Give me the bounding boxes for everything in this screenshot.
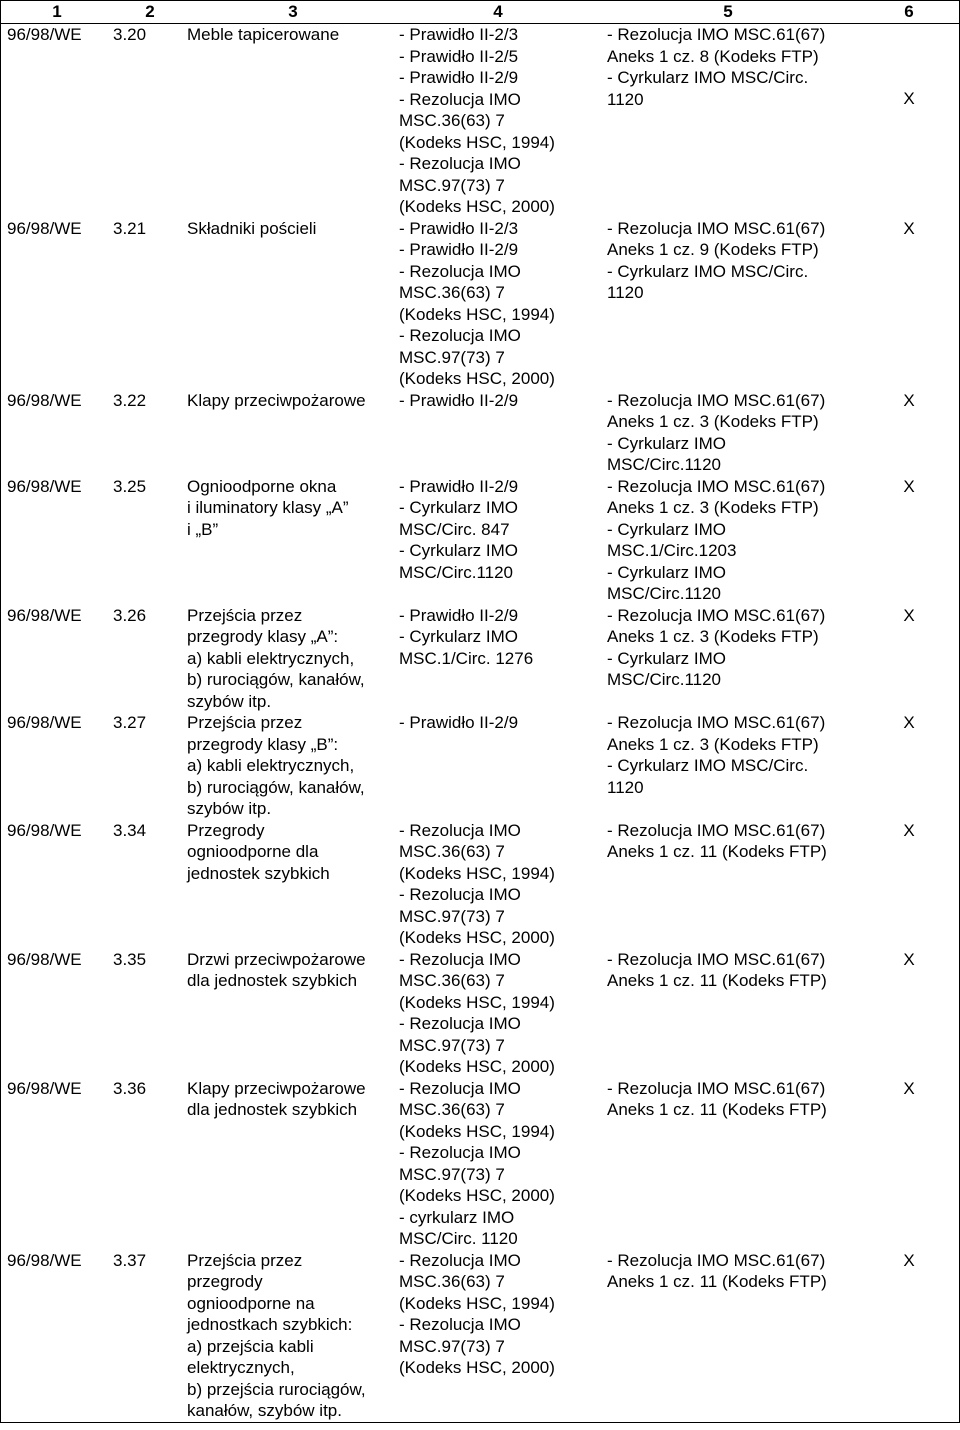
cell-line: (Kodeks HSC, 2000) xyxy=(399,1358,555,1377)
cell-line: - Prawidło II-2/5 xyxy=(399,46,519,66)
mark-cell: X xyxy=(903,713,915,732)
cell-line: b) przejścia rurociągów, xyxy=(187,1379,366,1399)
cell-line: (Kodeks HSC, 1994) xyxy=(399,863,555,883)
cell-line: Przejścia przez xyxy=(187,713,303,732)
cell-line: MSC.97(73) 7 xyxy=(399,175,505,195)
cell-line: - Rezolucja IMO MSC.61(67) xyxy=(607,25,826,44)
cell-line: - Rezolucja IMO xyxy=(399,1014,521,1033)
mark-cell: X xyxy=(903,1078,915,1098)
cell-line: szybów itp. xyxy=(187,691,272,711)
cell-line: - Rezolucja IMO xyxy=(399,89,521,109)
cell-line: MSC.97(73) 7 xyxy=(399,1336,505,1356)
cell-line: Aneks 1 cz. 11 (Kodeks FTP) xyxy=(607,1100,827,1119)
table-row xyxy=(1,24,959,218)
cell-line: - Rezolucja IMO xyxy=(399,261,521,281)
item-number-cell: 3.20 xyxy=(113,25,147,44)
cell-line: - Cyrkularz IMO MSC/Circ. xyxy=(607,756,809,775)
cell-line: MSC/Circ.1120 xyxy=(399,562,513,582)
cell-line: - Rezolucja IMO xyxy=(399,326,521,345)
cell-line: Przejścia przez xyxy=(187,605,303,625)
cell-line: Przejścia przez xyxy=(187,1250,303,1270)
directive-cell: 96/98/WE xyxy=(7,218,82,238)
cell-line: Składniki pościeli xyxy=(187,218,317,238)
standards-cell xyxy=(597,712,859,820)
cell-line: i iluminatory klasy „A” xyxy=(187,498,349,517)
cell-line: - Prawidło II-2/9 xyxy=(399,390,519,410)
table-body xyxy=(1,24,959,1422)
cell-line: Drzwi przeciwpożarowe xyxy=(187,949,366,969)
cell-line: - Rezolucja IMO MSC.61(67) xyxy=(607,1078,826,1098)
requirements-cell xyxy=(399,949,597,1078)
item-number-cell: 3.37 xyxy=(113,1250,147,1270)
cell-line: - Prawidło II-2/9 xyxy=(399,605,519,625)
cell-line: (Kodeks HSC, 2000) xyxy=(399,197,555,216)
table-row xyxy=(1,1250,959,1422)
cell-line: b) rurociągów, kanałów, xyxy=(187,777,365,797)
item-number-cell: 3.36 xyxy=(113,1078,147,1098)
cell-line: i „B” xyxy=(187,519,219,539)
cell-line: - Prawidło II-2/3 xyxy=(399,218,519,238)
standards-cell xyxy=(597,605,859,713)
cell-line: Aneks 1 cz. 3 (Kodeks FTP) xyxy=(607,734,819,754)
table-row xyxy=(1,712,959,820)
header-col-6: 6 xyxy=(904,2,914,21)
cell-line: - Prawidło II-2/9 xyxy=(399,476,519,496)
cell-line: - Rezolucja IMO MSC.61(67) xyxy=(607,218,826,238)
requirements-cell xyxy=(399,390,597,476)
cell-line: przegrody klasy „A”: xyxy=(187,627,339,646)
cell-line: 1120 xyxy=(607,777,644,797)
cell-line: - Rezolucja IMO xyxy=(399,885,521,904)
cell-line: Klapy przeciwpożarowe xyxy=(187,1078,366,1098)
cell-line: - Cyrkularz IMO xyxy=(399,498,518,517)
cell-line: (Kodeks HSC, 1994) xyxy=(399,1121,555,1141)
cell-line: (Kodeks HSC, 2000) xyxy=(399,369,555,388)
cell-line: a) kabli elektrycznych, xyxy=(187,648,355,668)
directive-cell: 96/98/WE xyxy=(7,25,82,44)
cell-line: Aneks 1 cz. 3 (Kodeks FTP) xyxy=(607,412,819,431)
description-cell xyxy=(187,949,399,1078)
item-number-cell: 3.34 xyxy=(113,820,147,840)
table-row xyxy=(1,476,959,605)
directive-cell: 96/98/WE xyxy=(7,476,82,496)
standards-cell xyxy=(597,476,859,605)
standards-cell xyxy=(597,24,859,218)
table-row xyxy=(1,218,959,390)
cell-line: a) przejścia kabli xyxy=(187,1336,314,1356)
cell-line: - Rezolucja IMO MSC.61(67) xyxy=(607,949,826,969)
mark-cell: X xyxy=(903,89,915,108)
cell-line: MSC/Circ. 1120 xyxy=(399,1229,518,1248)
table-row xyxy=(1,390,959,476)
cell-line: MSC.97(73) 7 xyxy=(399,1035,505,1055)
cell-line: - Rezolucja IMO MSC.61(67) xyxy=(607,713,826,732)
header-col-5: 5 xyxy=(723,2,733,21)
description-cell xyxy=(187,218,399,390)
cell-line: - Cyrkularz IMO MSC/Circ. xyxy=(607,261,809,281)
mark-cell: X xyxy=(903,218,915,238)
table-header xyxy=(1,1,959,24)
cell-line: (Kodeks HSC, 2000) xyxy=(399,928,555,947)
cell-line: Aneks 1 cz. 3 (Kodeks FTP) xyxy=(607,627,819,646)
standards-cell xyxy=(597,949,859,1078)
cell-line: - Prawidło II-2/9 xyxy=(399,240,519,259)
cell-line: MSC.97(73) 7 xyxy=(399,1164,505,1184)
cell-line: - Cyrkularz IMO xyxy=(399,627,518,646)
cell-line: MSC/Circ.1120 xyxy=(607,455,721,474)
cell-line: Ognioodporne okna xyxy=(187,476,337,496)
cell-line: MSC.36(63) 7 xyxy=(399,1272,505,1291)
cell-line: - Cyrkularz IMO MSC/Circ. xyxy=(607,68,809,87)
cell-line: Aneks 1 cz. 11 (Kodeks FTP) xyxy=(607,842,827,861)
cell-line: - cyrkularz IMO xyxy=(399,1207,515,1227)
cell-line: - Rezolucja IMO xyxy=(399,1078,521,1098)
cell-line: szybów itp. xyxy=(187,799,272,818)
description-cell xyxy=(187,1250,399,1422)
cell-line: dla jednostek szybkich xyxy=(187,971,358,990)
table-row xyxy=(1,605,959,713)
requirements-cell xyxy=(399,218,597,390)
description-cell xyxy=(187,390,399,476)
cell-line: - Rezolucja IMO xyxy=(399,949,521,969)
requirements-cell xyxy=(399,820,597,949)
cell-line: Aneks 1 cz. 3 (Kodeks FTP) xyxy=(607,498,819,517)
cell-line: - Rezolucja IMO xyxy=(399,1143,521,1162)
cell-line: MSC/Circ.1120 xyxy=(607,670,721,689)
directive-cell: 96/98/WE xyxy=(7,390,82,410)
cell-line: - Cyrkularz IMO xyxy=(399,541,518,560)
table-row xyxy=(1,949,959,1078)
standards-cell xyxy=(597,390,859,476)
item-number-cell: 3.21 xyxy=(113,218,147,238)
cell-line: MSC.1/Circ.1203 xyxy=(607,541,737,560)
cell-line: 1120 xyxy=(607,283,644,302)
requirements-cell xyxy=(399,1250,597,1422)
cell-line: MSC.36(63) 7 xyxy=(399,842,505,861)
cell-line: MSC.97(73) 7 xyxy=(399,347,505,367)
cell-line: Aneks 1 cz. 11 (Kodeks FTP) xyxy=(607,1272,827,1291)
cell-line: - Rezolucja IMO MSC.61(67) xyxy=(607,605,826,625)
standards-cell xyxy=(597,218,859,390)
cell-line: - Rezolucja IMO xyxy=(399,1250,521,1270)
cell-line: - Rezolucja IMO MSC.61(67) xyxy=(607,1250,826,1270)
directive-cell: 96/98/WE xyxy=(7,1078,82,1098)
cell-line: jednostek szybkich xyxy=(187,863,330,883)
item-number-cell: 3.22 xyxy=(113,390,147,410)
cell-line: - Rezolucja IMO xyxy=(399,820,521,840)
cell-line: - Rezolucja IMO xyxy=(399,1315,521,1334)
cell-line: - Cyrkularz IMO xyxy=(607,562,726,582)
table-row xyxy=(1,1078,959,1250)
table-row xyxy=(1,820,959,949)
mark-cell: X xyxy=(903,476,915,496)
cell-line: - Rezolucja IMO xyxy=(399,154,521,173)
item-number-cell: 3.25 xyxy=(113,476,147,496)
header-col-2: 2 xyxy=(145,2,155,21)
header-col-1: 1 xyxy=(52,2,62,21)
cell-line: przegrody klasy „B”: xyxy=(187,734,339,754)
cell-line: Aneks 1 cz. 11 (Kodeks FTP) xyxy=(607,971,827,990)
cell-line: - Prawidło II-2/3 xyxy=(399,25,519,44)
directive-cell: 96/98/WE xyxy=(7,713,82,732)
item-number-cell: 3.35 xyxy=(113,949,147,969)
cell-line: - Rezolucja IMO MSC.61(67) xyxy=(607,476,826,496)
cell-line: (Kodeks HSC, 1994) xyxy=(399,304,555,324)
cell-line: 1120 xyxy=(607,89,644,109)
cell-line: Klapy przeciwpożarowe xyxy=(187,390,366,410)
description-cell xyxy=(187,24,399,218)
requirements-cell xyxy=(399,712,597,820)
description-cell xyxy=(187,1078,399,1250)
cell-line: dla jednostek szybkich xyxy=(187,1100,358,1119)
cell-line: - Rezolucja IMO MSC.61(67) xyxy=(607,390,826,410)
cell-line: (Kodeks HSC, 1994) xyxy=(399,1293,555,1313)
cell-line: Przegrody xyxy=(187,820,265,840)
requirements-cell xyxy=(399,476,597,605)
requirements-cell xyxy=(399,605,597,713)
mark-cell: X xyxy=(903,820,915,840)
standards-cell xyxy=(597,820,859,949)
cell-line: - Prawidło II-2/9 xyxy=(399,68,519,87)
cell-line: MSC.36(63) 7 xyxy=(399,283,505,302)
standards-cell xyxy=(597,1250,859,1422)
cell-line: MSC.97(73) 7 xyxy=(399,906,505,926)
cell-line: Aneks 1 cz. 8 (Kodeks FTP) xyxy=(607,46,819,66)
directive-cell: 96/98/WE xyxy=(7,820,82,840)
cell-line: (Kodeks HSC, 1994) xyxy=(399,132,555,152)
standards-cell xyxy=(597,1078,859,1250)
cell-line: (Kodeks HSC, 1994) xyxy=(399,992,555,1012)
cell-line: - Prawidło II-2/9 xyxy=(399,713,519,732)
description-cell xyxy=(187,605,399,713)
header-col-4: 4 xyxy=(493,2,503,21)
cell-line: MSC/Circ.1120 xyxy=(607,584,721,603)
description-cell xyxy=(187,476,399,605)
directive-cell: 96/98/WE xyxy=(7,605,82,625)
cell-line: elektrycznych, xyxy=(187,1358,295,1377)
mark-cell: X xyxy=(903,949,915,969)
cell-line: MSC.36(63) 7 xyxy=(399,971,505,990)
cell-line: a) kabli elektrycznych, xyxy=(187,756,355,775)
directive-cell: 96/98/WE xyxy=(7,1250,82,1270)
item-number-cell: 3.27 xyxy=(113,713,147,732)
cell-line: - Cyrkularz IMO xyxy=(607,519,726,539)
cell-line: - Rezolucja IMO MSC.61(67) xyxy=(607,820,826,840)
cell-line: jednostkach szybkich: xyxy=(187,1315,353,1334)
requirements-cell xyxy=(399,1078,597,1250)
requirements-cell xyxy=(399,24,597,218)
cell-line: (Kodeks HSC, 2000) xyxy=(399,1057,555,1076)
cell-line: MSC/Circ. 847 xyxy=(399,519,510,539)
mark-cell: X xyxy=(903,390,915,410)
description-cell xyxy=(187,712,399,820)
directive-cell: 96/98/WE xyxy=(7,949,82,969)
item-number-cell: 3.26 xyxy=(113,605,147,625)
cell-line: MSC.36(63) 7 xyxy=(399,111,505,130)
header-col-3: 3 xyxy=(288,2,298,21)
cell-line: przegrody xyxy=(187,1272,263,1291)
cell-line: - Cyrkularz IMO xyxy=(607,433,726,453)
cell-line: MSC.36(63) 7 xyxy=(399,1100,505,1119)
cell-line: ognioodporne na xyxy=(187,1293,315,1313)
cell-line: - Cyrkularz IMO xyxy=(607,648,726,668)
cell-line: kanałów, szybów itp. xyxy=(187,1401,342,1420)
cell-line: ognioodporne dla xyxy=(187,842,319,861)
cell-line: (Kodeks HSC, 2000) xyxy=(399,1186,555,1205)
cell-line: Aneks 1 cz. 9 (Kodeks FTP) xyxy=(607,240,819,259)
mark-cell: X xyxy=(903,605,915,625)
description-cell xyxy=(187,820,399,949)
cell-line: b) rurociągów, kanałów, xyxy=(187,670,365,689)
cell-line: MSC.1/Circ. 1276 xyxy=(399,648,534,668)
cell-line: Meble tapicerowane xyxy=(187,25,340,44)
mark-cell: X xyxy=(903,1250,915,1270)
